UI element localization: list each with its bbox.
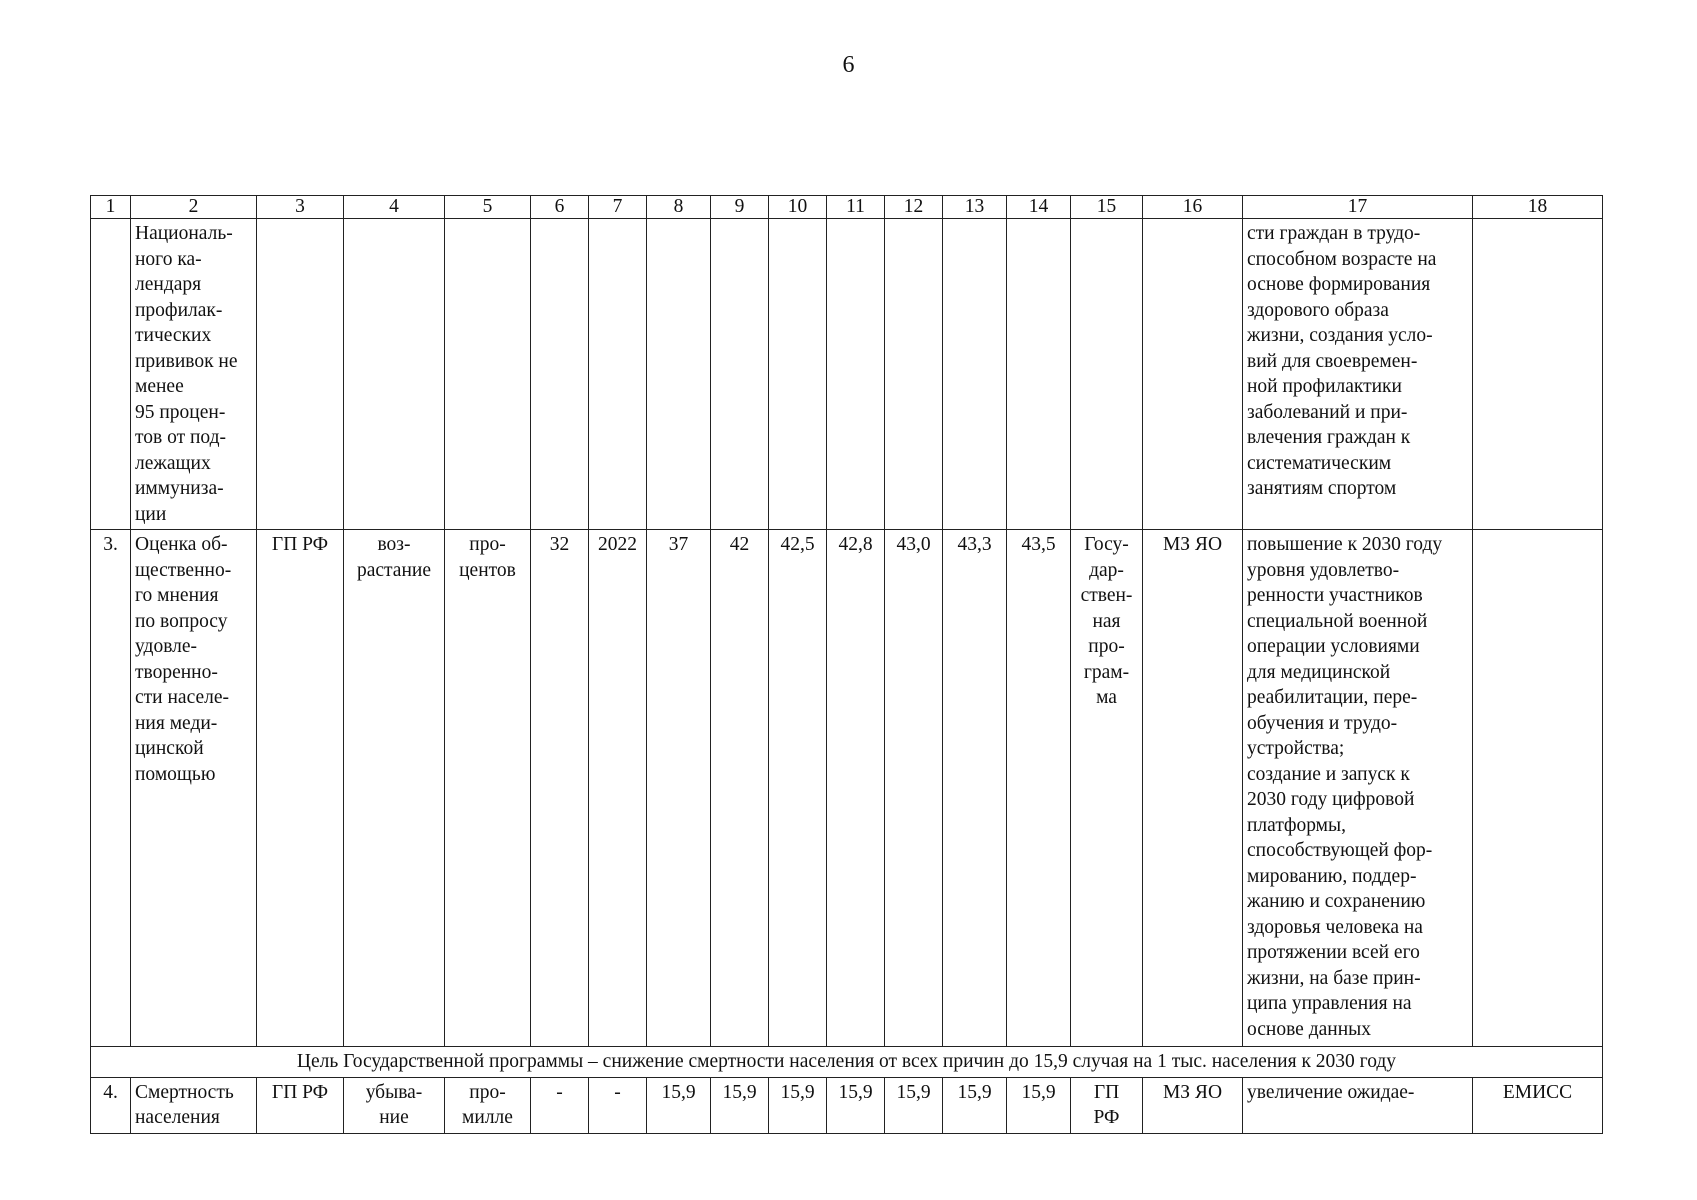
header-cell: 4 bbox=[344, 196, 445, 219]
value-cell: 42 bbox=[711, 530, 769, 1047]
header-cell: 11 bbox=[827, 196, 885, 219]
row-number-cell: 3. bbox=[91, 530, 131, 1047]
table-cell bbox=[885, 219, 943, 530]
goal-row bbox=[91, 1047, 1603, 1078]
value-cell: 15,9 bbox=[647, 1077, 711, 1133]
value-cell: 37 bbox=[647, 530, 711, 1047]
value-cell: 15,9 bbox=[827, 1077, 885, 1133]
indicators-table bbox=[90, 195, 1603, 1134]
table-cell bbox=[344, 219, 445, 530]
value-cell: 15,9 bbox=[943, 1077, 1007, 1133]
info-system-cell: ЕМИСС bbox=[1473, 1077, 1603, 1133]
header-cell: 7 bbox=[589, 196, 647, 219]
header-cell: 8 bbox=[647, 196, 711, 219]
value-cell: 42,8 bbox=[827, 530, 885, 1047]
base-value-cell: 32 bbox=[531, 530, 589, 1047]
value-cell: 15,9 bbox=[885, 1077, 943, 1133]
header-cell: 6 bbox=[531, 196, 589, 219]
value-cell: 15,9 bbox=[1007, 1077, 1071, 1133]
header-cell: 2 bbox=[131, 196, 257, 219]
responsible-cell: МЗ ЯО bbox=[1143, 530, 1243, 1047]
level-cell: ГП РФ bbox=[257, 530, 344, 1047]
level-cell: ГП РФ bbox=[257, 1077, 344, 1133]
table-cell bbox=[1071, 219, 1143, 530]
table-row-continuation bbox=[91, 219, 1603, 530]
table-cell bbox=[531, 219, 589, 530]
base-year-cell: - bbox=[589, 1077, 647, 1133]
value-cell: 15,9 bbox=[769, 1077, 827, 1133]
header-cell: 5 bbox=[445, 196, 531, 219]
table-cell bbox=[943, 219, 1007, 530]
table-cell bbox=[1473, 219, 1603, 530]
trend-cell: убыва- ние bbox=[344, 1077, 445, 1133]
value-cell: 15,9 bbox=[711, 1077, 769, 1133]
goal-text: Цель Государственной программы – снижение смертности населения от всех причин до 15,9 случая на 1 тыс. населения к 2030 году bbox=[91, 1047, 1603, 1078]
header-cell: 1 bbox=[91, 196, 131, 219]
value-cell: 43,3 bbox=[943, 530, 1007, 1047]
row-number-cell bbox=[91, 219, 131, 530]
header-cell: 14 bbox=[1007, 196, 1071, 219]
table-cell bbox=[711, 219, 769, 530]
base-year-cell: 2022 bbox=[589, 530, 647, 1047]
description-cell: повышение к 2030 году уровня удовлетво- ренности участников специальной военной операции условиями для медицинской реабилитации, пере- обучения и трудо- устройства; создание и запуск к 2030 году цифровой платформы, способствующей фор- мированию, поддер- жанию и сохранению здоровья человека на протяжении всей его жизни, на базе прин- ципа управления на основе данных bbox=[1243, 530, 1473, 1047]
value-cell: 43,0 bbox=[885, 530, 943, 1047]
table-header-row bbox=[91, 196, 1603, 219]
table-row-3 bbox=[91, 530, 1603, 1047]
header-cell: 3 bbox=[257, 196, 344, 219]
table-cell bbox=[1007, 219, 1071, 530]
header-cell: 17 bbox=[1243, 196, 1473, 219]
description-cell: сти граждан в трудо- способном возрасте на основе формирования здорового образа жизни, создания усло- вий для своевремен- ной профилактики заболеваний и при- влечения граждан к систематическим занятиям спортом bbox=[1243, 219, 1473, 530]
header-cell: 18 bbox=[1473, 196, 1603, 219]
unit-cell: про- милле bbox=[445, 1077, 531, 1133]
unit-cell: про- центов bbox=[445, 530, 531, 1047]
table-cell bbox=[769, 219, 827, 530]
header-cell: 15 bbox=[1071, 196, 1143, 219]
table-cell bbox=[589, 219, 647, 530]
base-value-cell: - bbox=[531, 1077, 589, 1133]
responsible-cell: МЗ ЯО bbox=[1143, 1077, 1243, 1133]
table-cell bbox=[445, 219, 531, 530]
table-cell bbox=[827, 219, 885, 530]
info-system-cell bbox=[1473, 530, 1603, 1047]
row-number-cell: 4. bbox=[91, 1077, 131, 1133]
table-cell bbox=[647, 219, 711, 530]
value-cell: 42,5 bbox=[769, 530, 827, 1047]
header-cell: 9 bbox=[711, 196, 769, 219]
indicator-name-cell: Смертность населения bbox=[131, 1077, 257, 1133]
header-cell: 16 bbox=[1143, 196, 1243, 219]
indicator-name-cell: Оценка об- щественно- го мнения по вопросу удовле- творенно- сти населе- ния меди- цинской помощью bbox=[131, 530, 257, 1047]
page-number: 6 bbox=[842, 52, 855, 78]
table-cell bbox=[257, 219, 344, 530]
indicator-name-cell: Националь- ного ка- лендаря профилак- тических прививок не менее 95 процен- тов от под- лежащих иммуниза- ции bbox=[131, 219, 257, 530]
document-cell: Госу- дар- ствен- ная про- грам- ма bbox=[1071, 530, 1143, 1047]
value-cell: 43,5 bbox=[1007, 530, 1071, 1047]
header-cell: 10 bbox=[769, 196, 827, 219]
description-cell: увеличение ожидае- bbox=[1243, 1077, 1473, 1133]
trend-cell: воз- растание bbox=[344, 530, 445, 1047]
table-row-4 bbox=[91, 1077, 1603, 1133]
header-cell: 12 bbox=[885, 196, 943, 219]
table-cell bbox=[1143, 219, 1243, 530]
header-cell: 13 bbox=[943, 196, 1007, 219]
document-cell: ГП РФ bbox=[1071, 1077, 1143, 1133]
